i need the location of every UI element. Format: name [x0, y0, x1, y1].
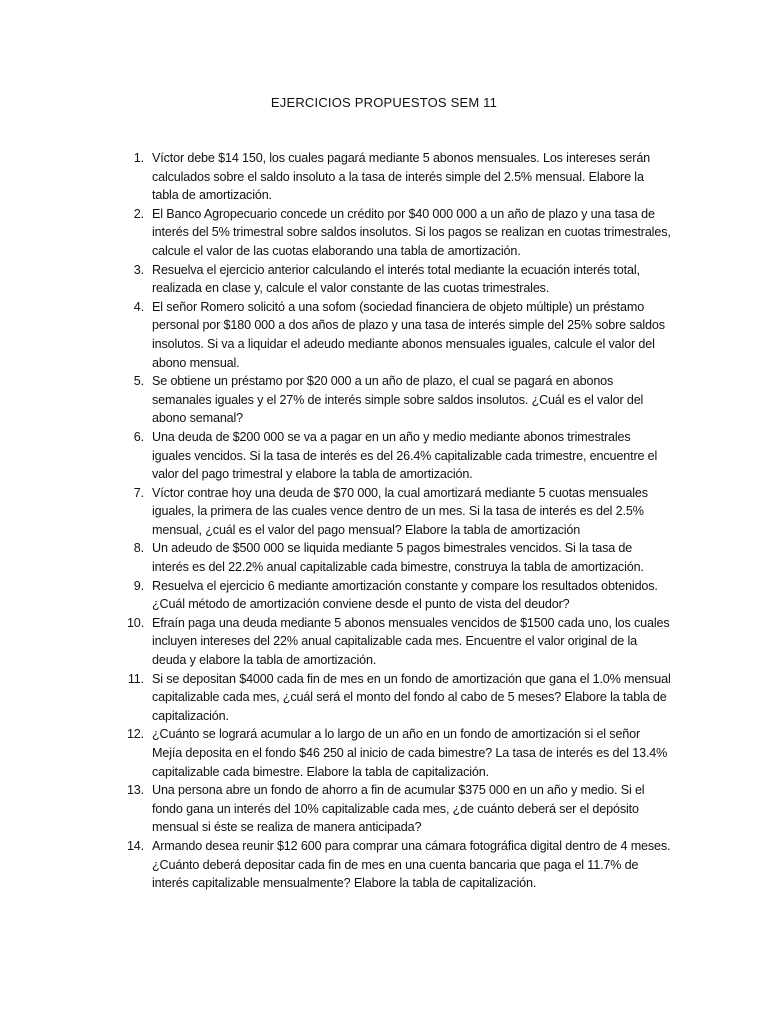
- exercise-text: El Banco Agropecuario concede un crédito por $40 000 000 a un año de plazo y una tasa de interés del 5% trimestral sobre saldos insolutos. Si los pagos se realizan en cuotas trimestrales, calcule el valor de las cuotas elaborando una tabla de amortización.: [152, 206, 671, 258]
- exercise-text: Efraín paga una deuda mediante 5 abonos mensuales vencidos de $1500 cada uno, los cuales incluyen intereses del 22% anual capitalizable cada mes. Encuentre el valor original de la deuda y elabore la tabla de amortización.: [152, 615, 670, 668]
- exercise-item: [133, 298, 672, 372]
- exercise-item: [126, 837, 672, 893]
- exercise-number: 3.: [133, 262, 144, 277]
- exercise-number: 7.: [133, 485, 144, 500]
- exercise-item: [127, 670, 672, 726]
- exercise-item: [133, 484, 672, 540]
- exercise-text: Se obtiene un préstamo por $20 000 a un año de plazo, el cual se pagará en abonos semanales iguales y el 27% de interés simple sobre saldos insolutos. ¿Cuál es el valor del abono semanal?: [152, 374, 644, 426]
- exercise-text: Resuelva el ejercicio anterior calculando el interés total mediante la ecuación interés total, realizada en clase y, calcule el valor constante de las cuotas trimestrales.: [152, 262, 640, 296]
- exercise-text: ¿Cuánto se logrará acumular a lo largo de un año en un fondo de amortización si el señor Mejía deposita en el fondo $46 250 al inicio de cada bimestre? La tasa de interés es del 13.4% capitalizable cada bimestre. Elabore la tabla de capitalización.: [152, 727, 668, 779]
- exercise-item: [133, 372, 672, 428]
- exercise-number: 2.: [133, 206, 144, 221]
- exercise-number: 9.: [133, 578, 144, 593]
- exercise-item: [126, 781, 672, 837]
- exercise-item: [133, 577, 672, 614]
- exercise-number: 4.: [133, 299, 144, 314]
- exercise-item: [133, 261, 672, 298]
- exercise-number: 11.: [127, 671, 144, 686]
- exercise-text: Resuelva el ejercicio 6 mediante amortización constante y compare los resultados obtenidos. ¿Cuál método de amortización conviene desde el punto de vista del deudor?: [152, 578, 658, 612]
- exercise-item: [133, 205, 672, 261]
- exercise-text: Armando desea reunir $12 600 para comprar una cámara fotográfica digital dentro de 4 meses. ¿Cuánto deberá depositar cada fin de mes en una cuenta bancaria que paga el 11.7% de interés capitalizable mensualmente? Elabore la tabla de capitalización.: [152, 838, 671, 891]
- exercise-number: 5.: [133, 374, 144, 389]
- exercise-number: 14.: [126, 838, 144, 853]
- exercise-number: 10.: [126, 615, 144, 630]
- exercise-text: Si se depositan $4000 cada fin de mes en un fondo de amortización que gana el 1.0% mensual capitalizable cada mes, ¿cuál será el monto del fondo al cabo de 5 meses? Elabore la tabla de capitalización.: [152, 671, 671, 723]
- exercise-number: 1.: [133, 151, 144, 165]
- page-title: EJERCICIOS PROPUESTOS SEM 11: [270, 95, 498, 110]
- exercise-text: Un adeudo de $500 000 se liquida mediante 5 pagos bimestrales vencidos. Si la tasa de interés es del 22.2% anual capitalizable cada bimestre, construya la tabla de amortización.: [152, 541, 644, 575]
- exercise-number: 6.: [133, 429, 144, 444]
- exercise-text: Una persona abre un fondo de ahorro a fin de acumular $375 000 en un año y medio. Si el fondo gana un interés del 10% capitalizable cada mes, ¿de cuánto deberá ser el depósito mensual si éste se realiza de manera anticipada?: [152, 783, 645, 835]
- exercise-item: [126, 614, 672, 670]
- exercise-text: Víctor contrae hoy una deuda de $70 000, la cual amortizará mediante 5 cuotas mensuales iguales, la primera de las cuales vence dentro de un mes. Si la tasa de interés es del 2.5% mensual, ¿cuál es el valor del pago mensual? Elabore la tabla de amortización: [152, 485, 648, 537]
- exercise-text: El señor Romero solicitó a una sofom (sociedad financiera de objeto múltiple) un préstamo personal por $180 000 a dos años de plazo y una tasa de interés simple del 25% sobre saldos insolutos. Si va a liquidar el adeudo mediante abonos mensuales iguales, calcule el valor del abono mensual.: [152, 299, 665, 370]
- exercise-number: 8.: [133, 541, 144, 556]
- exercise-number: 13.: [126, 783, 144, 798]
- exercise-item: [126, 725, 672, 781]
- exercise-list: [126, 149, 672, 893]
- exercise-text: Víctor debe $14 150, los cuales pagará mediante 5 abonos mensuales. Los intereses serán calculados sobre el saldo insoluto a la tasa de interés simple del 2.5% mensual. Elabore la tabla de amortización.: [152, 151, 651, 203]
- exercise-item: [133, 428, 672, 484]
- exercise-item: [133, 149, 672, 205]
- exercise-text: Una deuda de $200 000 se va a pagar en un año y medio mediante abonos trimestrales iguales vencidos. Si la tasa de interés es del 26.4% capitalizable cada trimestre, encuentre el valor del pago trimestral y elabore la tabla de amortización.: [152, 429, 658, 482]
- exercise-item: [133, 539, 672, 576]
- exercise-number: 12.: [126, 727, 144, 742]
